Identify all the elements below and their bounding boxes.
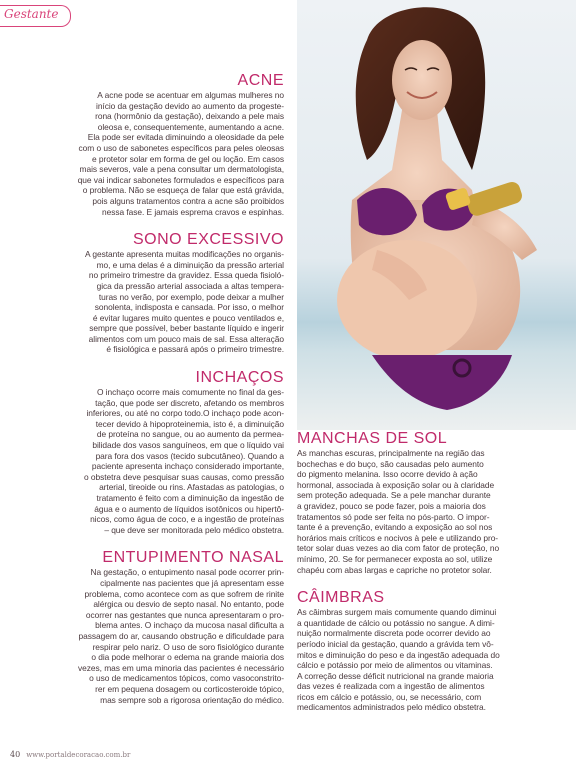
- entupimento-line: cipalmente nas pacientes que já apresentam esse: [100, 577, 284, 588]
- sono-line: alimentos com um pouco mais de sal. Essa alteração: [88, 333, 284, 344]
- inchacos-line: o obstetra deve pesquisar suas causas, como pressão: [84, 471, 284, 482]
- entupimento-line: mas sempre sob a rigorosa orientação do médico.: [100, 694, 284, 705]
- inchacos-line: tecer devido à hipoproteinemia, isto é, a diminuição: [95, 418, 284, 429]
- sono-line: sempre que possível, beber bastante líquido e ingerir: [89, 323, 284, 334]
- site-url: www.portaldecoracao.com.br: [26, 751, 131, 759]
- caimbras-text: [297, 607, 529, 713]
- manchas-line: sem proteção adequada. Se a pele manchar durante: [297, 490, 491, 501]
- entupimento-line: problema, como acontece com as que sofrem de rinite: [84, 588, 284, 599]
- inchacos-line: – que deve ser monitorada pelo médico obstetra.: [104, 524, 284, 535]
- inchacos-line: para fora dos vasos (tecido subcutâneo). Quando a: [95, 450, 284, 461]
- caimbras-line: das vezes é realizada com a ingestão de alimentos: [297, 681, 485, 692]
- acne-line: oleosa e, consequentemente, aumentando a acne.: [97, 121, 284, 132]
- inchacos-heading: INCHAÇOS: [195, 369, 284, 387]
- acne-line: nessa fase. E jamais esprema cravos e espinhas.: [102, 206, 284, 217]
- manchas-line: tetor solar duas vezes ao dia com fator de proteção, no: [297, 543, 500, 554]
- acne-text: [62, 90, 284, 217]
- entupimento-line: respirar pelo nariz. O uso de soro fisiológico durante: [92, 641, 284, 652]
- right-column: [297, 430, 529, 713]
- manchas-line: tante é a prevenção, evitando a exposição ao sol nos: [297, 522, 493, 533]
- entupimento-line: Na gestação, o entupimento nasal pode ocorrer prin-: [90, 567, 284, 578]
- section-manchas: [297, 430, 529, 575]
- inchacos-line: tação, que pode ser discreto, afetando os membros: [95, 397, 284, 408]
- entupimento-heading: ENTUPIMENTO NASAL: [102, 549, 284, 567]
- inchacos-line: paciente apresenta inchaço considerado importante,: [91, 461, 284, 472]
- caimbras-line: A correção desse déficit nutricional na grande maioria: [297, 670, 494, 681]
- entupimento-line: rer em pequena dosagem ou corticosteroide tópico,: [95, 683, 284, 694]
- acne-line: A acne pode se acentuar em algumas mulheres no: [97, 90, 284, 100]
- sono-line: no primeiro trimestre da gravidez. Essa queda fisioló-: [88, 270, 284, 281]
- caimbras-line: mitos e diminuição do peso e da ingestão adequada do: [297, 649, 500, 660]
- acne-line: pois alguns tratamentos contra a acne são proibidos: [92, 195, 284, 206]
- acne-line: o problema. Não se esqueça de falar que está grávida,: [82, 185, 284, 196]
- inchacos-line: água e o aumento de líquidos isotônicos ou hipertô-: [94, 503, 284, 514]
- sono-line: é evitar lugares muito quentes e pouco ventilados e,: [92, 312, 284, 323]
- manchas-heading: MANCHAS DE SOL: [297, 430, 448, 447]
- acne-line: com o uso de sabonetes específicos para peles oleosas: [78, 142, 284, 153]
- manchas-line: tratamentos só pode ser feita no pós-parto. O impor-: [297, 511, 490, 522]
- acne-heading: ACNE: [237, 72, 284, 89]
- pregnant-woman-photo: [297, 0, 576, 430]
- manchas-text: [297, 448, 529, 575]
- acne-line: Ela pode ser evitada diminuindo a oleosidade da pele: [87, 132, 284, 143]
- entupimento-line: alérgica ou desvio de septo nasal. No entanto, pode: [93, 599, 284, 610]
- section-acne: [62, 72, 284, 217]
- acne-line: que vai indicar sabonetes formulados e específicos para: [77, 174, 284, 185]
- inchacos-line: nicos, como água de coco, e a ingestão de proteínas: [90, 514, 284, 525]
- caimbras-line: medicamentos administrados pelo médico obstetra.: [297, 702, 486, 713]
- sono-line: sonolenta, indisposta e cansada. Por isso, o melhor: [94, 302, 284, 313]
- manchas-line: do pigmento melanina. Isso ocorre devido à ação: [297, 469, 478, 480]
- manchas-line: a gravidez, pouco se pode fazer, pois a maioria dos: [297, 500, 486, 511]
- entupimento-line: o uso de medicamentos tópicos, como vasoconstrito-: [89, 673, 284, 684]
- inchacos-line: bilidade dos vasos sanguíneos, em que o líquido vai: [92, 440, 284, 451]
- manchas-line: bochechas e do buço, são causadas pelo aumento: [297, 458, 484, 469]
- inchacos-line: O inchaço ocorre mais comumente no final da ges-: [96, 387, 284, 398]
- caimbras-heading: CÂIMBRAS: [297, 589, 385, 607]
- manchas-line: mínimo, 20. Se for permanecer exposta ao sol, utilize: [297, 553, 493, 564]
- manchas-line: chapéu com abas largas e capriche no protetor solar.: [297, 564, 492, 575]
- sono-text: [62, 249, 284, 355]
- inchacos-line: arterial, tireoide ou rins. Afastadas as patologias, o: [99, 482, 284, 493]
- section-caimbras: [297, 589, 529, 713]
- manchas-line: As manchas escuras, principalmente na região das: [297, 448, 485, 458]
- manchas-line: hormonal, associada à exposição solar ou à claridade: [297, 479, 495, 490]
- pregnant-woman-illustration: [297, 0, 576, 430]
- caimbras-line: As câimbras surgem mais comumente quando diminui: [297, 607, 497, 618]
- section-inchacos: [62, 369, 284, 535]
- caimbras-line: ricos em cálcio e potássio, ou, se necessário, com: [297, 691, 482, 702]
- entupimento-text: [62, 567, 284, 705]
- manchas-line: horários mais críticos e nocivos à pele e utilizando pro-: [297, 532, 499, 543]
- acne-line: início da gestação devido ao aumento da progeste-: [96, 100, 284, 111]
- sono-line: mo, e uma delas é a diminuição da pressão arterial: [96, 259, 284, 270]
- entupimento-line: passagem do ar, causando obstrução e dificuldade para: [78, 630, 284, 641]
- sono-line: turas no verão, por exemplo, pode deixar a mulher: [98, 291, 284, 302]
- inchacos-line: inferiores, ou até no corpo todo.O inchaço pode acon-: [86, 408, 284, 419]
- acne-line: mais severos, vale a pena consultar um dermatologista,: [79, 164, 284, 175]
- acne-line: rona (hormônio da gestação), deixando a pele mais: [95, 111, 284, 122]
- caimbras-line: nuição normalmente discreta pode ocorrer devido ao: [297, 628, 491, 639]
- section-tag: [0, 5, 71, 27]
- sono-line: é fisiológica e passará após o primeiro trimestre.: [106, 344, 284, 355]
- section-tag-label: Gestante: [4, 7, 59, 21]
- entupimento-line: o dia pode melhorar o edema na grande maioria dos: [91, 652, 284, 663]
- sono-line: gica da pressão arterial associada a altas tempera-: [96, 280, 284, 291]
- entupimento-line: ocorrer nas gestantes que nunca apresentaram o pro-: [85, 609, 284, 620]
- inchacos-text: [62, 387, 284, 535]
- section-sono: [62, 231, 284, 355]
- caimbras-line: período inicial da gestação, quando a grávida tem vô-: [297, 638, 494, 649]
- left-column: [62, 72, 284, 705]
- inchacos-line: de proteína no sangue, ou ao aumento da permea-: [96, 429, 284, 440]
- caimbras-line: a quantidade de cálcio ou potássio no sangue. A dimi-: [297, 617, 495, 628]
- page-number: 40: [10, 750, 21, 759]
- entupimento-line: vezes, mas em uma minoria das pacientes é necessário: [78, 662, 284, 673]
- inchacos-line: tratamento é feito com a diminuição da ingestão de: [96, 493, 284, 503]
- sono-line: A gestante apresenta muitas modificações no organis-: [85, 249, 284, 260]
- sono-heading: SONO EXCESSIVO: [132, 231, 284, 249]
- caimbras-line: cálcio e potássio por meio de alimentos ou vitaminas.: [297, 660, 493, 671]
- page-footer: [10, 750, 130, 759]
- entupimento-line: blema antes. O inchaço da mucosa nasal dificulta a: [95, 620, 284, 631]
- section-entupimento: [62, 549, 284, 705]
- acne-line: e protetor solar em forma de gel ou loção. Em casos: [91, 153, 284, 164]
